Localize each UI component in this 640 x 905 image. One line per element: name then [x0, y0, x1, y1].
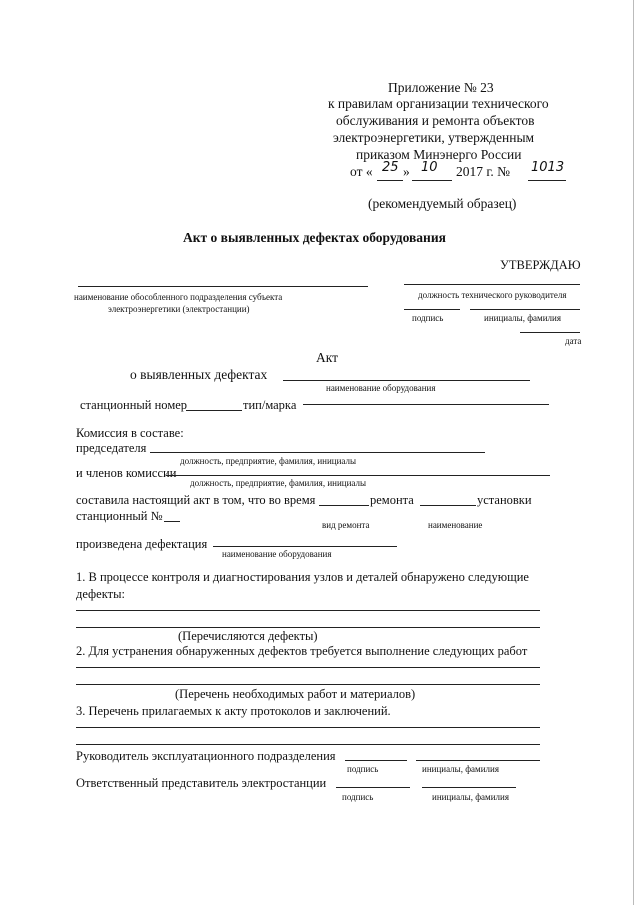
- section-1-line-1: [76, 610, 540, 611]
- station-number-line: [186, 410, 242, 411]
- defectation-label: произведена дефектация: [76, 537, 208, 551]
- name-caption: инициалы, фамилия: [484, 313, 561, 323]
- compiled-text: составила настоящий акт в том, что во время: [76, 493, 316, 507]
- chairman-caption: должность, предприятие, фамилия, инициалы: [180, 456, 357, 466]
- act-subheading: о выявленных дефектах: [130, 367, 268, 382]
- repair-type-caption: вид ремонта: [322, 520, 370, 530]
- order-date-prefix: от «: [350, 164, 373, 179]
- scan-edge: [633, 0, 634, 905]
- members-label: и членов комиссии: [76, 466, 177, 480]
- document-title: Акт о выявленных дефектах оборудования: [183, 230, 446, 245]
- section-1-line-2: [76, 627, 540, 628]
- section-2-note: (Перечень необходимых работ и материалов): [175, 687, 416, 701]
- header-line-3: обслуживания и ремонта объектов: [336, 113, 535, 128]
- equipment-line: [283, 380, 530, 381]
- org-name-line: [78, 286, 368, 287]
- section-1-defects: дефекты:: [76, 587, 125, 601]
- rep-signatory-label: Ответственный представитель электростанции: [76, 776, 327, 790]
- rep-signature-caption: подпись: [342, 792, 374, 802]
- section-2-line-1: [76, 667, 540, 668]
- order-date-year: 2017 г. №: [456, 164, 511, 179]
- repair-type-line: [319, 505, 369, 506]
- installation-label: установки: [477, 493, 532, 507]
- header-line-4: электроэнергетики, утвержденным: [333, 130, 535, 145]
- station-number-label: станционный номер: [80, 398, 188, 412]
- order-month-line: [412, 180, 452, 181]
- section-3-line-2: [76, 744, 540, 745]
- section-2-line-2: [76, 684, 540, 685]
- section-1-note: (Перечисляются дефекты): [178, 629, 318, 643]
- rep-name-line: [422, 787, 516, 788]
- name-line: [470, 309, 580, 310]
- installation-name-line: [420, 505, 476, 506]
- order-number-line: [528, 180, 566, 181]
- station-no-label: станционный №: [76, 509, 163, 523]
- rep-name-caption: инициалы, фамилия: [432, 792, 509, 802]
- order-date-sep: »: [403, 164, 410, 179]
- head-signatory-label: Руководитель эксплуатационного подразделения: [76, 749, 336, 763]
- org-caption-2: электроэнергетики (электростанции): [108, 304, 250, 314]
- date-caption: дата: [565, 336, 582, 346]
- head-signature-caption: подпись: [347, 764, 379, 774]
- installation-name-caption: наименование: [428, 520, 483, 530]
- header-line-5: приказом Минэнерго России: [356, 147, 522, 162]
- section-3-line-1: [76, 727, 540, 728]
- equipment-caption: наименование оборудования: [326, 383, 436, 393]
- defectation-caption: наименование оборудования: [222, 549, 332, 559]
- order-day-line: [377, 180, 403, 181]
- order-date-day: 25: [382, 160, 399, 175]
- approve-date-line: [520, 332, 580, 333]
- station-no-line: [164, 521, 180, 522]
- order-number: 1013: [531, 160, 565, 175]
- head-signature-line: [345, 760, 407, 761]
- header-line-2: к правилам организации технического: [328, 96, 549, 111]
- appendix-number: Приложение № 23: [388, 80, 494, 95]
- position-caption: должность технического руководителя: [418, 290, 567, 300]
- section-3-text: 3. Перечень прилагаемых к акту протоколов и заключений.: [76, 704, 391, 718]
- commission-label: Комиссия в составе:: [76, 426, 184, 440]
- act-heading: Акт: [316, 350, 339, 365]
- type-brand-label: тип/марка: [243, 398, 297, 412]
- position-line: [404, 284, 580, 285]
- chairman-label: председателя: [76, 441, 147, 455]
- repair-label: ремонта: [370, 493, 414, 507]
- section-2-text: 2. Для устранения обнаруженных дефектов требуется выполнение следующих работ: [76, 644, 528, 658]
- approve-label: УТВЕРЖДАЮ: [500, 258, 581, 272]
- chairman-line: [150, 452, 485, 453]
- sample-note: (рекомендуемый образец): [368, 196, 517, 211]
- signature-line: [404, 309, 460, 310]
- org-caption-1: наименование обособленного подразделения субъекта: [74, 292, 283, 302]
- members-line: [166, 475, 550, 476]
- order-date-month: 10: [421, 160, 438, 175]
- signature-caption: подпись: [412, 313, 444, 323]
- members-caption: должность, предприятие, фамилия, инициалы: [190, 478, 367, 488]
- section-1-text: 1. В процессе контроля и диагностирования узлов и деталей обнаружено следующие: [76, 570, 529, 584]
- head-name-line: [416, 760, 540, 761]
- rep-signature-line: [336, 787, 410, 788]
- head-name-caption: инициалы, фамилия: [422, 764, 499, 774]
- defectation-line: [213, 546, 397, 547]
- type-brand-line: [303, 404, 549, 405]
